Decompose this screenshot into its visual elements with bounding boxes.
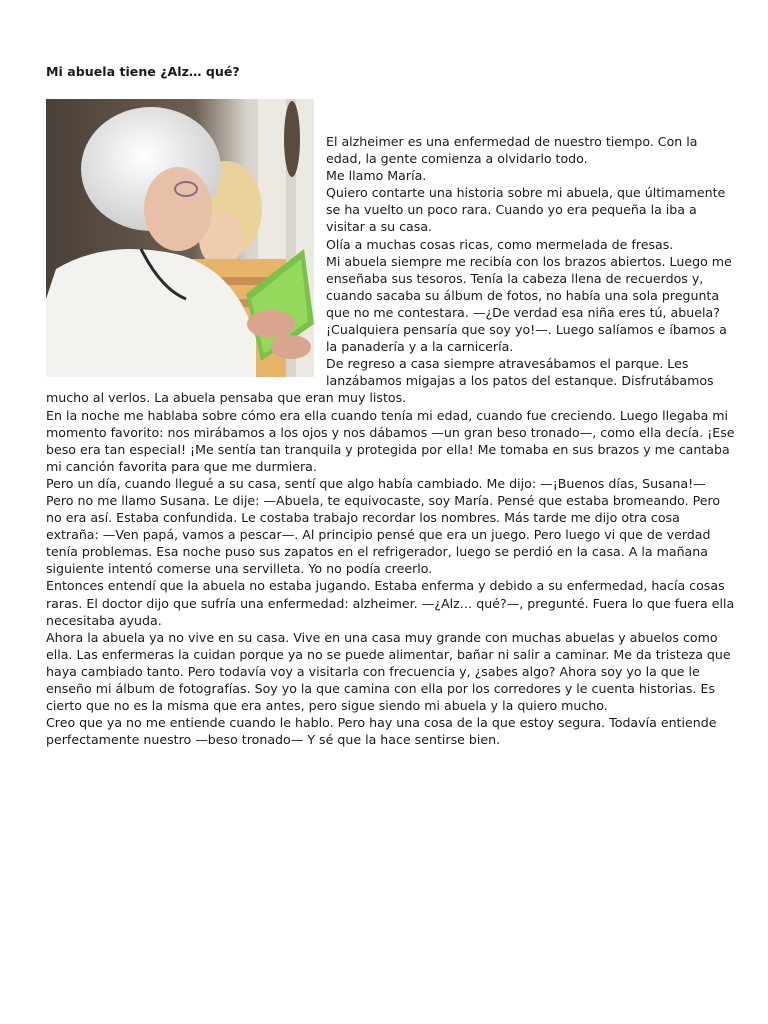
grandmother-granddaughter-photo [46, 99, 314, 377]
paragraph: Me llamo María. [326, 168, 427, 184]
paragraph: Pero un día, cuando llegué a su casa, sentí que algo había cambiado. Me dijo: —¡Buenos días, Susana!— Pero no me llamo Susana. Le dije: —Abuela, te equivocaste, soy María. Pensé que estaba bromeando. Pero no era así. Estaba confundida. Le costaba trabajo recordar los nombres. Más tarde me dijo otra cosa extraña: —Ven papá, vamos a pescar—. Al principio pensé que era un juego. Pero luego vi que de verdad tenía problemas. Esa noche puso sus zapatos en el refrigerador, luego se perdió en la casa. A la mañana siguiente intentó comerse una servilleta. Yo no podía creerlo. [46, 475, 721, 577]
paragraph: Ahora la abuela ya no vive en su casa. Vive en una casa muy grande con muchas abuelas y abuelos como ella. Las enfermeras la cuidan porque ya no se puede alimentar, bañar ni salir a caminar. Me da tristeza que haya cambiado tanto. Pero todavía voy a visitarla con frecuencia y, ¿sabes algo? Ahora soy yo la que le enseño mi álbum de fotografías. Soy yo la que camina con ella por los corredores y le cuenta historias. Es cierto que no es la misma que era antes, pero sigue siendo mi abuela y la quiero mucho. [46, 629, 731, 714]
paragraph: Creo que ya no me entiende cuando le hablo. Pero hay una cosa de la que estoy segura. Todavía entiende perfectamente nuestro —beso tronado— Y sé que la hace sentirse bien. [46, 715, 717, 748]
paragraph: En la noche me hablaba sobre cómo era ella cuando tenía mi edad, cuando fue creciendo. Luego llegaba mi momento favorito: nos mirábamos a los ojos y nos dábamos —un gran beso tronado—, como ella decía. ¡Ese beso era tan especial! ¡Me sentía tan tranquila y protegida por ella! Me tomaba en sus brazos y me cantaba mi canción favorita para que me durmiera. [46, 407, 735, 474]
paragraph: Mi abuela siempre me recibía con los brazos abiertos. Luego me enseñaba sus tesoros. Tenía la cabeza llena de recuerdos y, cuando sacaba su álbum de fotos, no había una sola pregunta que no me contestara. —¿De verdad esa niña eres tú, abuela? ¡Cualquiera pensaría que soy yo!—. Luego salíamos e íbamos a la panadería y a la carnicería. [326, 253, 732, 355]
paragraph: El alzheimer es una enfermedad de nuestro tiempo. Con la edad, la gente comienza a olvidarlo todo. [326, 134, 698, 167]
paragraph: Olía a muchas cosas ricas, como mermelada de fresas. [326, 236, 674, 252]
paragraph: De regreso a casa siempre atravesábamos el parque. Les lanzábamos migajas a los patos del estanque. Disfrutábamos mucho al verlos. La abuela pensaba que eran muy listos. [46, 356, 714, 406]
document-title: Mi abuela tiene ¿Alz… qué? [46, 64, 240, 79]
document-body [46, 99, 736, 748]
paragraph: Entonces entendí que la abuela no estaba jugando. Estaba enferma y debido a su enfermedad, hacía cosas raras. El doctor dijo que sufría una enfermedad: alzheimer. —¿Alz… qué?—, pregunté. Fuera lo que fuera ella necesitaba ayuda. [46, 578, 735, 628]
paragraph: Quiero contarte una historia sobre mi abuela, que últimamente se ha vuelto un poco rara. Cuando yo era pequeña la iba a visitar a su casa. [326, 185, 726, 235]
